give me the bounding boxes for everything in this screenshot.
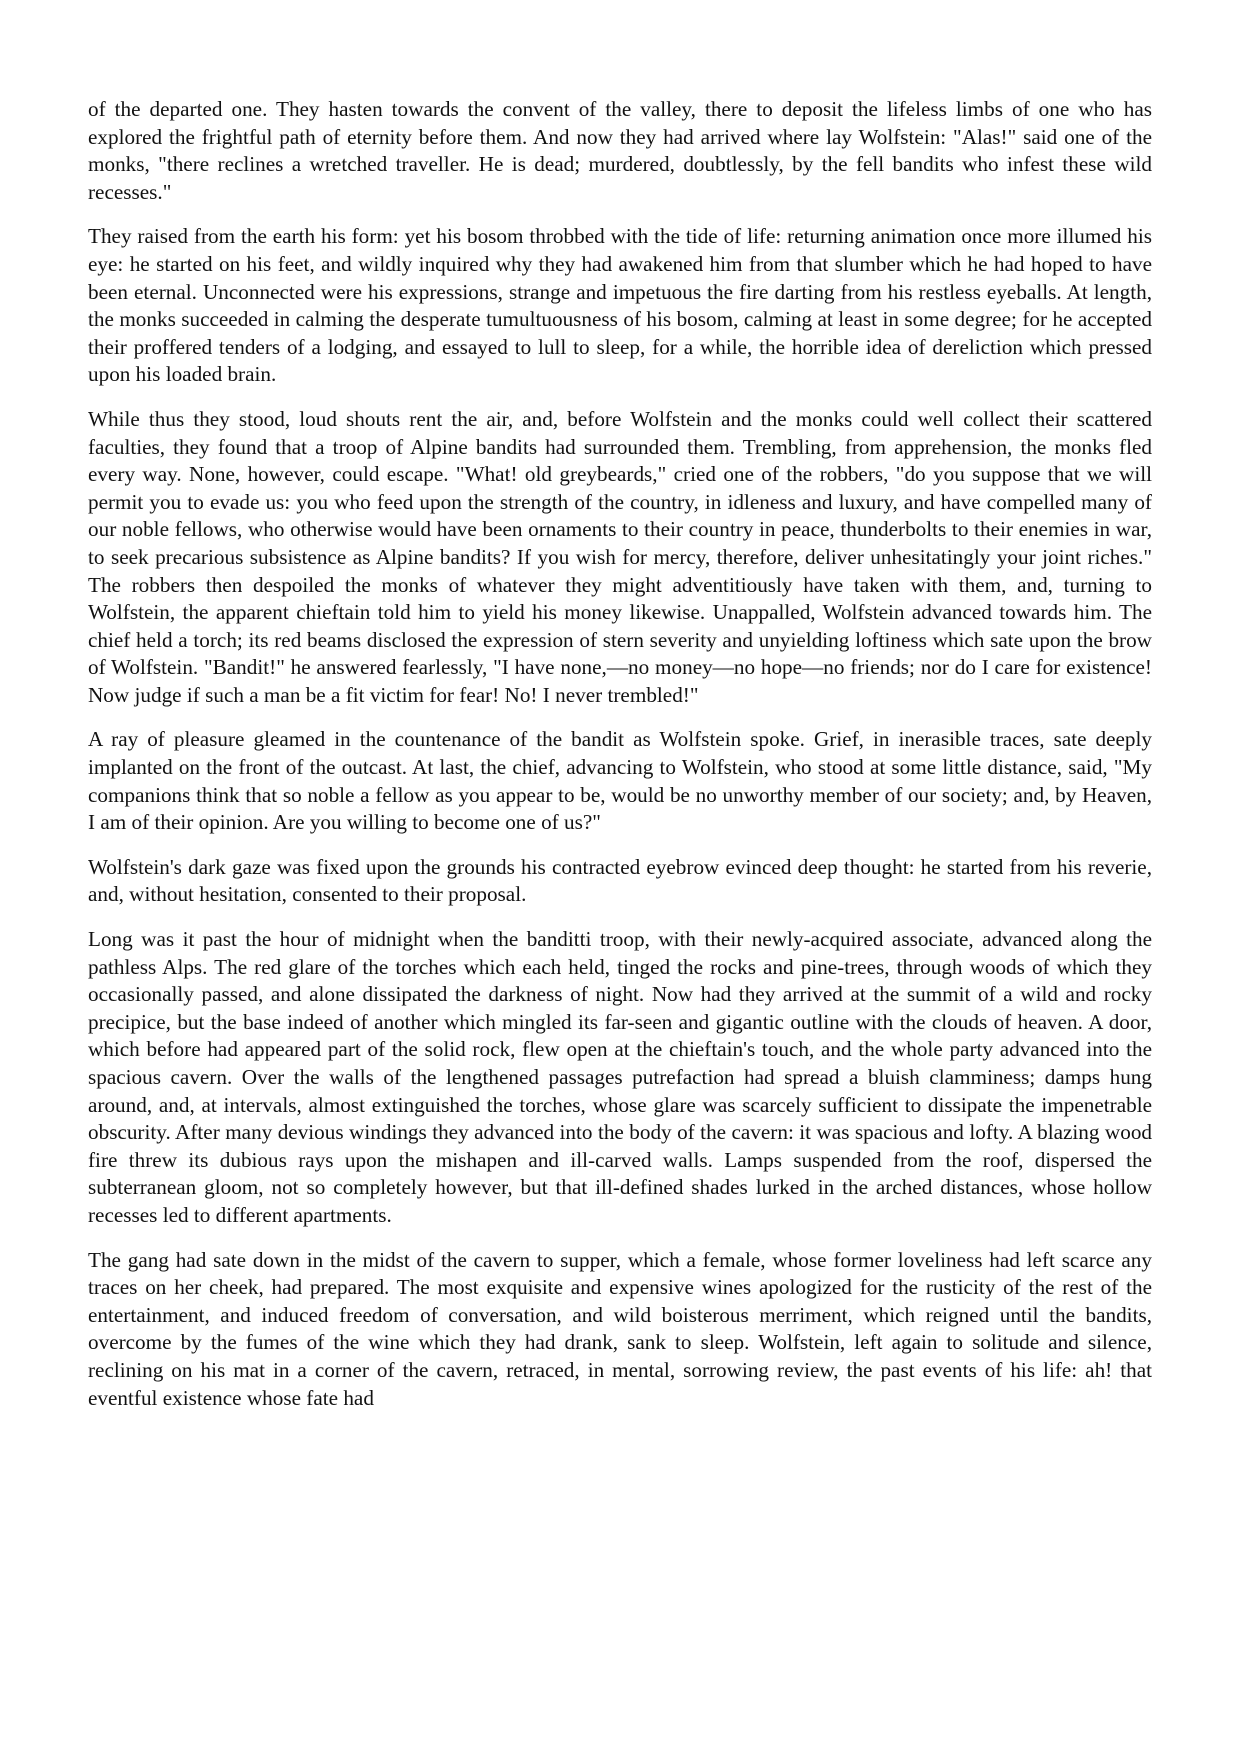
paragraph-1: of the departed one. They hasten towards the convent of the valley, there to deposit the lifeless limbs of one who has explored the frightful path of eternity before them. And now they had arrived where lay Wolfstein: "Alas!" said one of the monks, "there reclines a wretched traveller. He is dead; murdered, doubtlessly, by the fell bandits who infest these wild recesses.": [88, 97, 1152, 204]
paragraph-7: The gang had sate down in the midst of the cavern to supper, which a female, whose former loveliness had left scarce any traces on her cheek, had prepared. The most exquisite and expensive wines apologized for the rusticity of the rest of the entertainment, and induced freedom of conversation, and wild boisterous merriment, which reigned until the bandits, overcome by the fumes of the wine which they had drank, sank to sleep. Wolfstein, left again to solitude and silence, reclining on his mat in a corner of the cavern, retraced, in mental, sorrowing review, the past events of his life: ah! that eventful existence whose fate had: [88, 1247, 1152, 1410]
paragraph-5: Wolfstein's dark gaze was fixed upon the grounds his contracted eyebrow evinced deep thought: he started from his reverie, and, without hesitation, consented to their proposal.: [88, 854, 1152, 907]
paragraph-4: A ray of pleasure gleamed in the countenance of the bandit as Wolfstein spoke. Grief, in inerasible traces, sate deeply implanted on the front of the outcast. At last, the chief, advancing to Wolfstein, who stood at some little distance, said, "My companions think that so noble a fellow as you appear to be, would be no unworthy member of our society; and, by Heaven, I am of their opinion. Are you willing to become one of us?": [88, 727, 1152, 835]
paragraph-6: Long was it past the hour of midnight when the banditti troop, with their newly-acquired associate, advanced along the pathless Alps. The red glare of the torches which each held, tinged the rocks and pine-trees, through woods of which they occasionally passed, and alone dissipated the darkness of night. Now had they arrived at the summit of a wild and rocky precipice, but the base indeed of another which mingled its far-seen and gigantic outline with the clouds of heaven. A door, which before had appeared part of the solid rock, flew open at the chieftain's touch, and the whole party advanced into the spacious cavern. Over the walls of the lengthened passages putrefaction had spread a bluish clamminess; damps hung around, and, at intervals, almost extinguished the torches, whose glare was scarcely sufficient to dissipate the impenetrable obscurity. After many devious windings they advanced into the body of the cavern: it was spacious and lofty. A blazing wood fire threw its dubious rays upon the mishapen and ill-carved walls. Lamps suspended from the roof, dispersed the subterranean gloom, not so completely however, but that ill-defined shades lurked in the arched distances, whose hollow recesses led to different apartments.: [88, 927, 1152, 1227]
paragraph-3: While thus they stood, loud shouts rent the air, and, before Wolfstein and the monks could well collect their scattered faculties, they found that a troop of Alpine bandits had surrounded them. Trembling, from apprehension, the monks fled every way. None, however, could escape. "What! old greybeards," cried one of the robbers, "do you suppose that we will permit you to evade us: you who feed upon the strength of the country, in idleness and luxury, and have compelled many of our noble fellows, who otherwise would have been ornaments to their country in peace, thunderbolts to their enemies in war, to seek precarious subsistence as Alpine bandits? If you wish for mercy, therefore, deliver unhesitatingly your joint riches." The robbers then despoiled the monks of whatever they might adventitiously have taken with them, and, turning to Wolfstein, the apparent chieftain told him to yield his money likewise. Unappalled, Wolfstein advanced towards him. The chief held a torch; its red beams disclosed the expression of stern severity and unyielding loftiness which sate upon the brow of Wolfstein. "Bandit!" he answered fearlessly, "I have none,—no money—no hope—no friends; nor do I care for existence! Now judge if such a man be a fit victim for fear! No! I never trembled!": [88, 406, 1152, 707]
document-page: [88, 96, 1152, 1429]
paragraph-2: They raised from the earth his form: yet his bosom throbbed with the tide of life: returning animation once more illumed his eye: he started on his feet, and wildly inquired why they had awakened him from that slumber which he had hoped to have been eternal. Unconnected were his expressions, strange and impetuous the fire darting from his restless eyeballs. At length, the monks succeeded in calming the desperate tumultuousness of his bosom, calming at least in some degree; for he accepted their proffered tenders of a lodging, and essayed to lull to sleep, for a while, the horrible idea of dereliction which pressed upon his loaded brain.: [88, 224, 1152, 387]
